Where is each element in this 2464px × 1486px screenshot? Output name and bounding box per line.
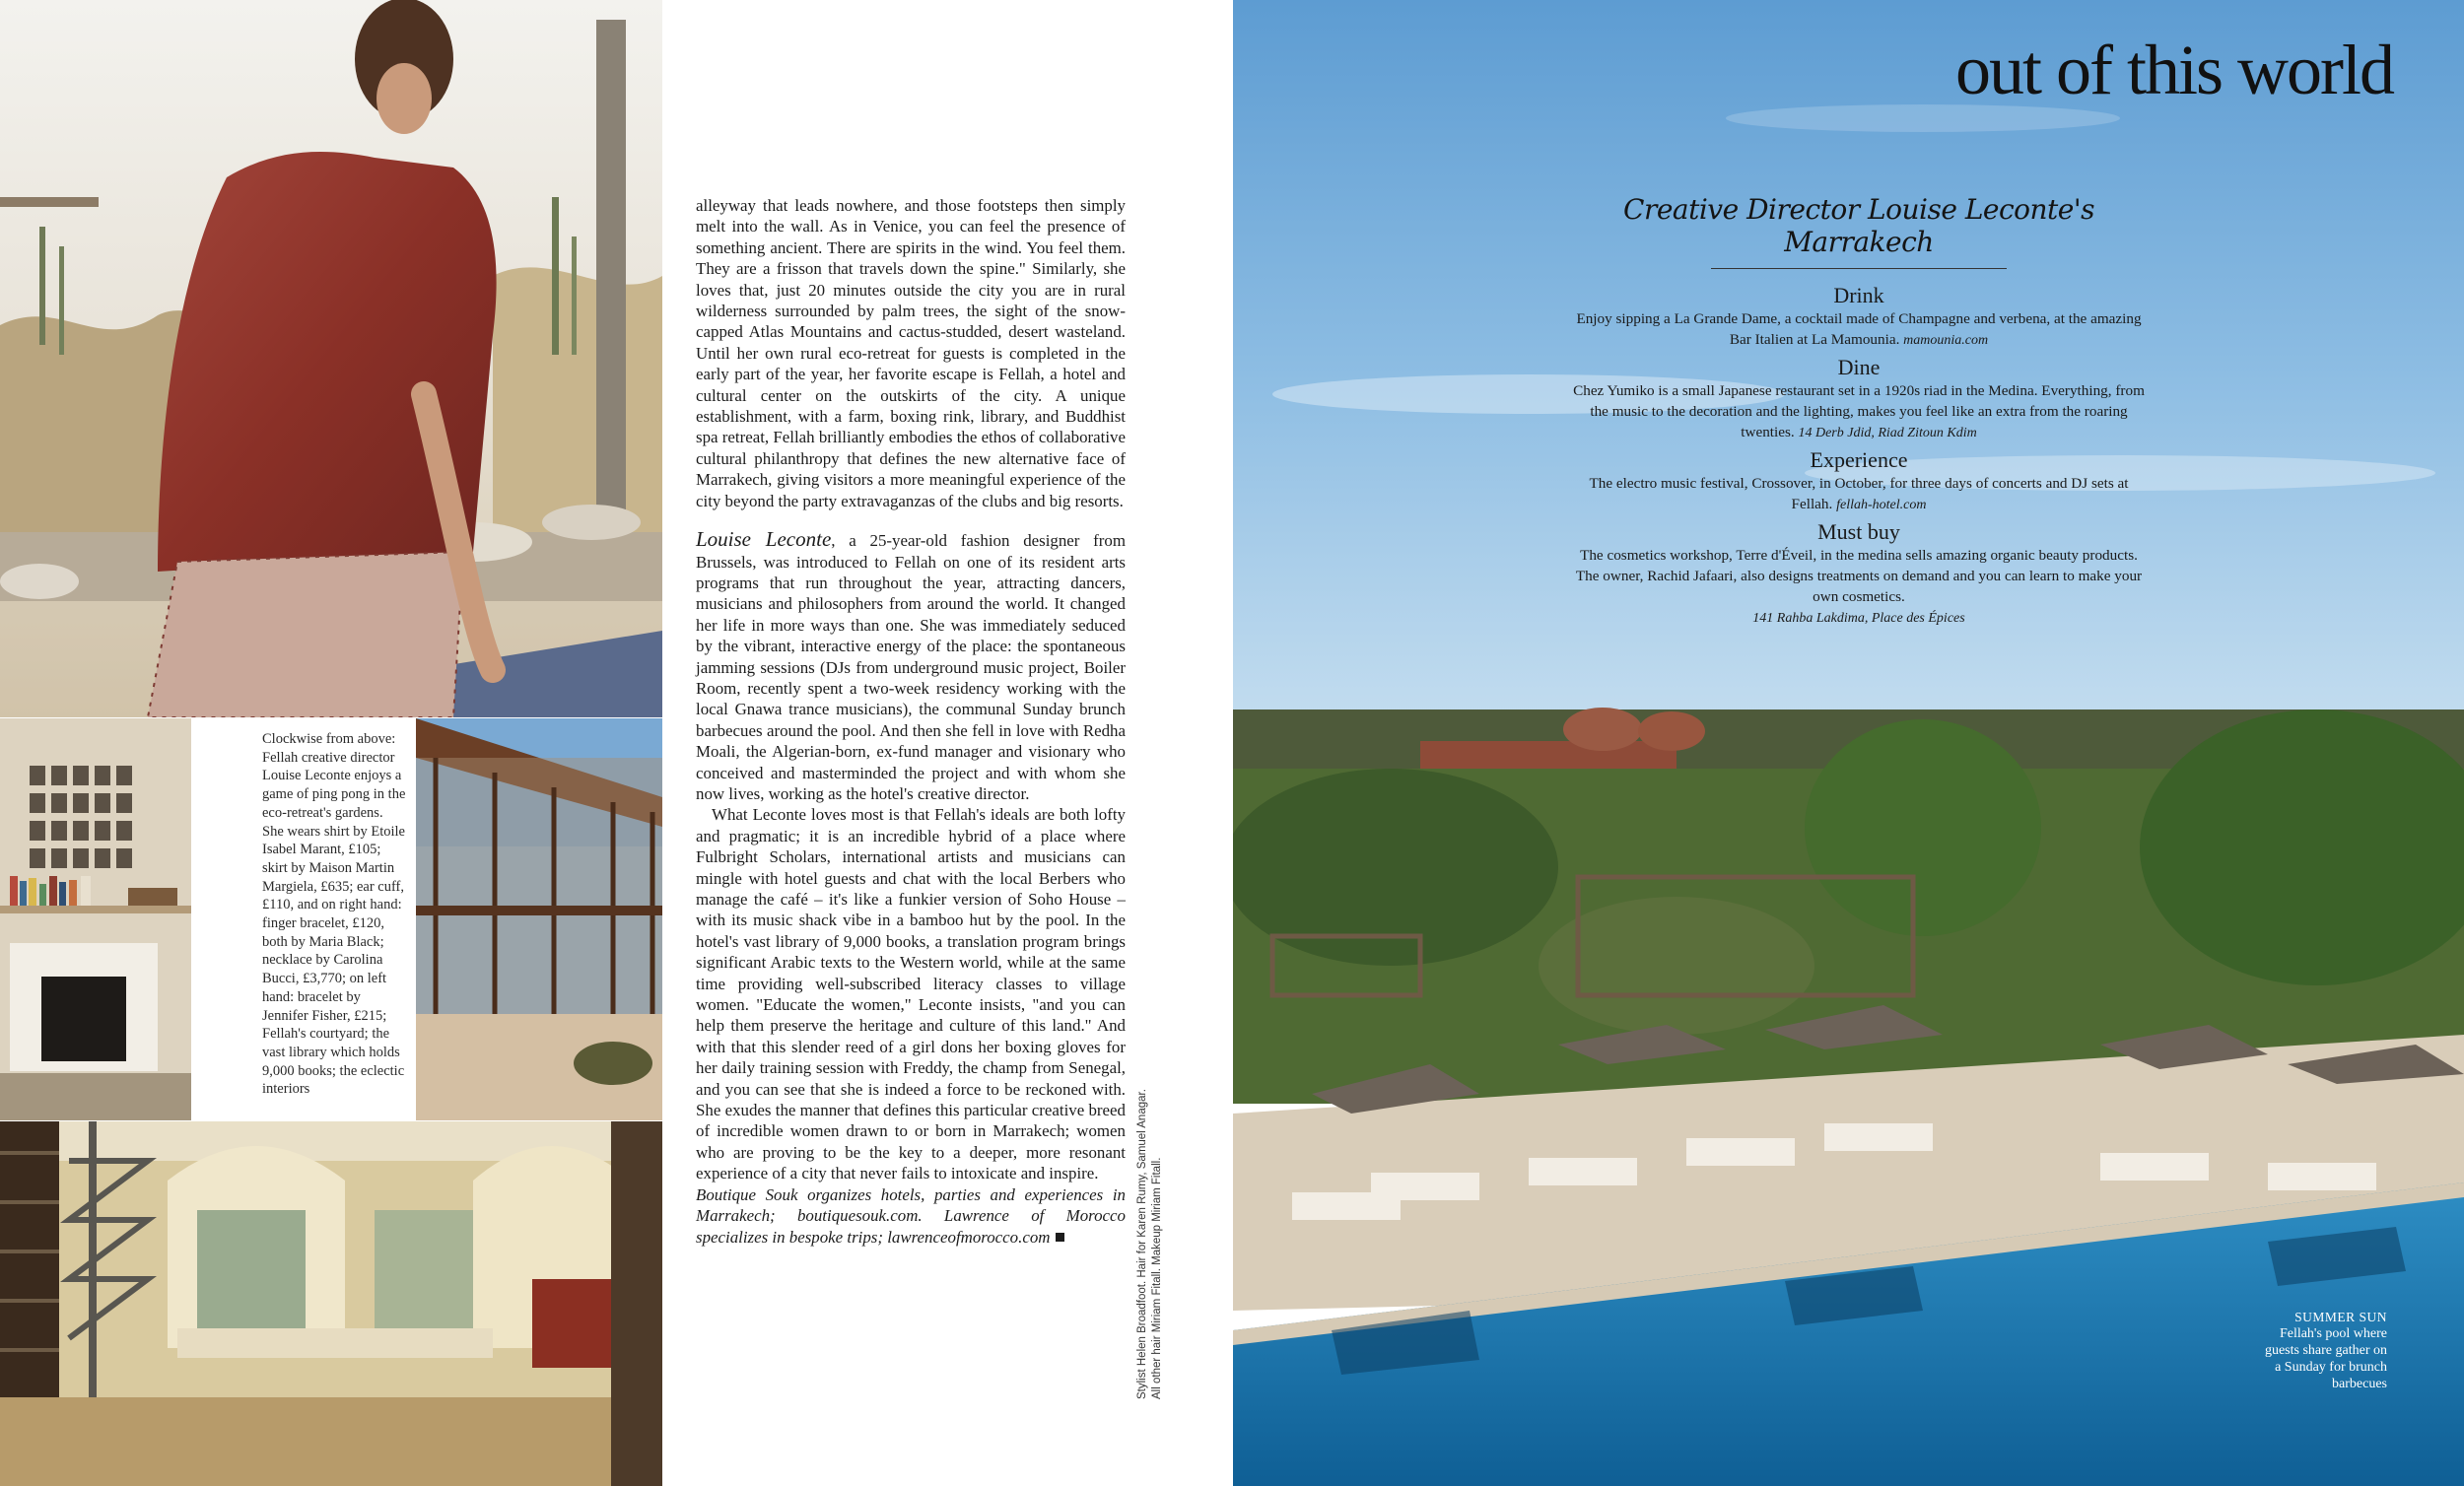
photo-caption-text: Clockwise from above: Fellah creative director Louise Leconte enjoys a game of ping pong in the eco-retreat's gardens. She wears shirt by Etoile Isabel Marant, £105; skirt by Maison Martin Margiela, £635; ear cuff, £110, and on right hand: finger bracelet, £120, both by Maria Black; necklace by Carolina Bucci, £3,770; on left hand: bracelet by Jennifer Fisher, £215; Fellah's courtyard; the vast library which holds 9,000 books; the eclectic interiors [262, 731, 406, 1098]
guide-mustbuy-ref-line [1573, 607, 2145, 629]
guide-dine-title: Dine [1837, 355, 1881, 379]
guide-experience-text [1573, 473, 2145, 515]
guide-experience-body: The electro music festival, Crossover, in October, for three days of concerts and DJ sets at Fellah. [1589, 475, 2129, 512]
pool-caption-head: SUMMER SUN [2294, 1310, 2387, 1324]
library-wall-photo [0, 718, 191, 1120]
credits-line-1: Stylist Helen Broadfoot. Hair for Karen Rumy, Samuel Anagar. [1136, 1089, 1148, 1399]
end-mark-icon [1056, 1233, 1064, 1242]
guide-mustbuy-title: Must buy [1817, 519, 1900, 544]
guide-dine-text [1573, 380, 2145, 443]
library-interior-photo [0, 1121, 662, 1486]
model-photo [0, 0, 662, 717]
article-footer-text: Boutique Souk organizes hotels, parties and experiences in Marrakech; boutiquesouk.com. Lawrence of Morocco specializes in bespoke trips; lawrenceofmorocco.com [696, 1184, 1126, 1247]
guide-drink-ref: mamounia.com [1903, 333, 1989, 348]
courtyard-photo [416, 718, 662, 1120]
guide-drink-title: Drink [1833, 283, 1884, 307]
article-paragraph-3: What Leconte loves most is that Fellah's ideals are both lofty and pragmatic; it is an incredible hybrid of a place where Fulbright Scholars, international artists and musicians can mingle with hotel guests and chat with the local Berbers who manage the café – it's like a funkier version of Soho House – with its music shack vibe in a bamboo hut by the pool. In the hotel's vast library of 9,000 books, a translation program brings significant Arabic texts to the Western world, while at the same time providing well-subscribed literacy classes to village women. "Educate the women," Leconte insists, "and you can help them preserve the heritage and culture of this land." And with that this slender reed of a girl dons her boxing gloves for her daily training session with Freddy, the champ from Senegal, and you can see that she is indeed a force to be reckoned with. She exudes the manner that defines this particular creative breed of incredible women drawn to or born in Marrakech; women who are proving to be the key to a deeper, more resonant experience of a city that never fails to intoxicate and inspire. [696, 805, 1126, 1183]
guide-drink-text [1573, 308, 2145, 351]
credits-line-2: All other hair Miriam Fitall. Makeup Miriam Fitall. [1151, 1157, 1163, 1399]
guide-dine-body: Chez Yumiko is a small Japanese restaurant set in a 1920s riad in the Medina. Everything, from the music to the decoration and the lighting, makes you feel like an extra from the roaring twenties. [1573, 382, 2145, 440]
model-photo-image [0, 0, 662, 717]
guide-experience-title: Experience [1810, 447, 1908, 472]
article-paragraph-2-text: , a 25-year-old fashion designer from Brussels, was introduced to Fellah on one of its resident arts programs that run throughout the year, attracting dancers, musicians and philosophers from around the world. It changed her life in more ways than one. She was immediately seduced by the vibrant, interactive energy of the place: the spontaneous jamming sessions (DJs from underground music project, Boiler Room, recently spent a two-week residency working with the local Gnawa trance musicians), the communal Sunday brunch barbecues around the pool. And then she fell in love with Redha Moali, the Algerian-born, ex-fund manager and visionary who conceived and masterminded the project and with whom she now lives, working as the hotel's creative director. [696, 531, 1127, 803]
guide-mustbuy-ref: 141 Rahba Lakdima, Place des Épices [1752, 611, 1965, 626]
article-footer [696, 1184, 1126, 1248]
article-body [696, 195, 1126, 1248]
guide-divider [1711, 268, 2007, 269]
city-guide [1573, 193, 2145, 629]
section-title: out of this world [1955, 31, 2393, 109]
guide-dine-ref: 14 Derb Jdid, Riad Zitoun Kdim [1798, 426, 1977, 440]
article-lead-name: Louise Leconte [696, 527, 832, 552]
pool-caption-text: Fellah's pool where guests share gather on a Sunday for brunch barbecues [2264, 1326, 2387, 1391]
photo-caption-box [193, 718, 416, 1120]
courtyard-image [416, 718, 662, 1120]
article-paragraph-2 [696, 529, 1126, 804]
guide-experience-ref: fellah-hotel.com [1836, 498, 1927, 512]
guide-mustbuy-text: The cosmetics workshop, Terre d'Éveil, in the medina sells amazing organic beauty products. The owner, Rachid Jafaari, also designs treatments on demand and you can learn to make your own cosmetics. [1575, 547, 2143, 605]
article-paragraph-1: alleyway that leads nowhere, and those footsteps then simply melt into the wall. As in Venice, you can feel the presence of something ancient. There are spirits in the wind. You feel them. They are a frisson that travels down the spine." Similarly, she loves that, just 20 minutes outside the city you are in rural wilderness surrounded by palm trees, the sight of the snow-capped Atlas Mountains and cactus-studded, desert wasteland. Until her own rural eco-retreat for guests is completed in the early part of the year, her favorite escape is Fellah, a hotel and cultural center on the outskirts of the city. A unique establishment, with a farm, boxing rink, library, and Buddhist spa retreat, Fellah brilliantly embodies the ethos of collaborative cultural philanthropy that defines the new alternative face of Marrakech, giving visitors a more meaningful experience of the city beyond the party extravaganzas of the clubs and big resorts. [696, 196, 1126, 510]
photo-credits [1135, 1089, 1163, 1399]
pool-photo-caption [2259, 1309, 2387, 1392]
library-wall-image [0, 718, 191, 1120]
guide-drink-body: Enjoy sipping a La Grande Dame, a cocktail made of Champagne and verbena, at the amazing Bar Italien at La Mamounia. [1576, 310, 2142, 348]
guide-heading: Creative Director Louise Leconte's Marrakech [1623, 193, 2094, 258]
library-interior-image [0, 1121, 662, 1486]
